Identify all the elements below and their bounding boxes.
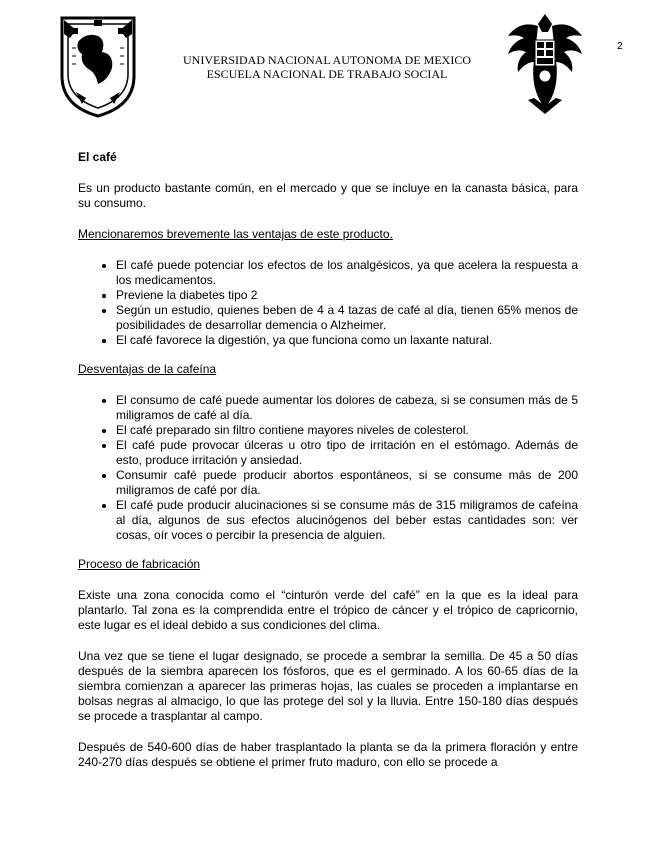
process-paragraph: Una vez que se tiene el lugar designado, se procede a sembrar la semilla. De 45 a 50 días después de la siembra aparecen los fósforos, que es el germinado. A los 60-65 días de la siembra comienzan a aparecer las primeras hojas, las cuales se proceden a implantarse en bolsas negras al almacigo, lo que las protege del sol y la lluvia. Entre 150-180 días después se procede a trasplantar al campo. <box>78 649 578 723</box>
header-university: UNIVERSIDAD NACIONAL AUTONOMA DE MEXICO <box>183 53 471 67</box>
list-item: • Consumir café puede producir abortos espontáneos, si se consume más de 200 miligramos de café por día. <box>116 468 578 498</box>
process-paragraph: Después de 540-600 días de haber trasplantado la planta se da la primera floración y entre 240-270 días después se obtiene el primer fruto maduro, con ello se procede a <box>78 740 578 769</box>
list-item: • El café puede potenciar los efectos de los analgésicos, ya que acelera la respuesta a los medicamentos. <box>116 258 578 288</box>
process-heading: Proceso de fabricación <box>78 557 201 571</box>
list-item: • El café preparado sin filtro contiene mayores niveles de colesterol. <box>116 423 578 438</box>
disadvantages-list <box>78 393 578 543</box>
advantages-list <box>78 258 578 348</box>
list-item: • El café favorece la digestión, ya que funciona como un laxante natural. <box>116 333 578 348</box>
eagle-emblem <box>504 10 586 116</box>
list-item: • El consumo de café puede aumentar los dolores de cabeza, si se consumen más de 5 miligramos de café al día. <box>116 393 578 423</box>
document-header <box>150 53 504 81</box>
page-number: 2 <box>617 41 623 52</box>
disadvantages-heading: Desventajas de la cafeína <box>78 362 217 376</box>
document-body <box>78 150 578 770</box>
list-item: • El café pude producir alucinaciones si se consume más de 315 miligramos de cafeína al día, algunos de sus efectos alucinógenos del beber estas cantidades son: ver cosas, oír voces o percibir la presencia de alguien. <box>116 498 578 543</box>
advantages-heading: Mencionaremos brevemente las ventajas de este producto. <box>78 227 393 241</box>
process-paragraph: Existe una zona conocida como el “cinturón verde del café” en la que es la ideal para plantarlo. Tal zona es la comprendida entre el trópico de cáncer y el trópico de capricornio, este lugar es el ideal debido a sus condiciones del clima. <box>78 588 578 632</box>
list-item: • El café pude provocar úlceras u otro tipo de irritación en el estómago. Además de esto, produce irritación y ansiedad. <box>116 438 578 468</box>
header-school: ESCUELA NACIONAL DE TRABAJO SOCIAL <box>206 67 448 81</box>
intro-paragraph: Es un producto bastante común, en el mercado y que se incluye en la canasta básica, para su consumo. <box>78 181 578 210</box>
list-item: • Previene la diabetes tipo 2 <box>116 288 578 303</box>
section-title: El café <box>78 150 117 164</box>
unam-logo <box>56 14 140 118</box>
list-item: • Según un estudio, quienes beben de 4 a 4 tazas de café al día, tienen 65% menos de posibilidades de desarrollar demencia o Alzheimer. <box>116 303 578 333</box>
